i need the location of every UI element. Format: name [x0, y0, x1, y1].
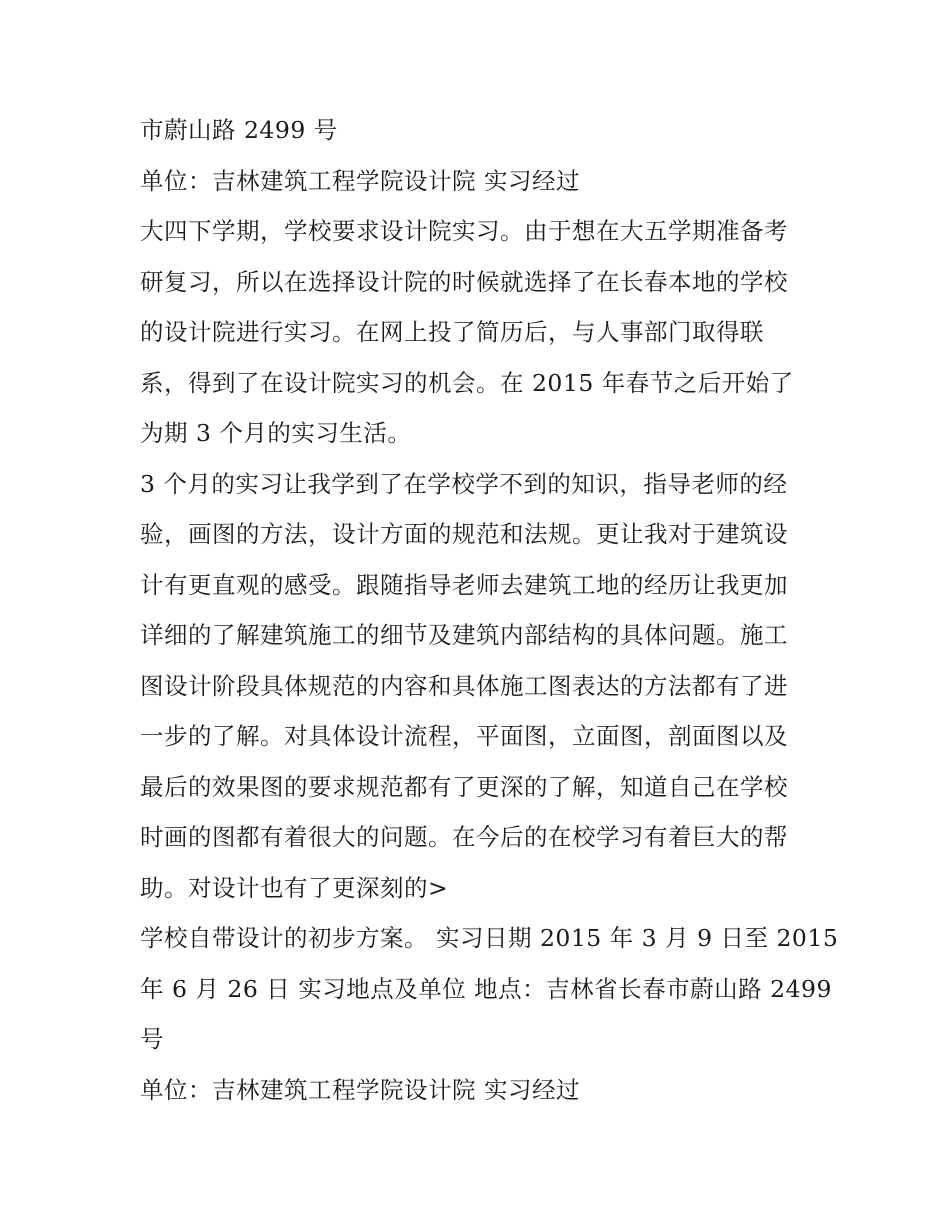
text-line-address-continuation: 市蔚山路 2499 号	[140, 116, 338, 144]
document-page	[140, 105, 839, 1115]
text-line: 验，画图的方法，设计方面的规范和法规。更让我对于建筑设	[140, 520, 788, 548]
text-line: 为期 3 个月的实习生活。	[140, 419, 412, 447]
text-line: 图设计阶段具体规范的内容和具体施工图表达的方法都有了进	[140, 671, 788, 700]
text-line: 时画的图都有着很大的问题。在今后的在校学习有着巨大的帮	[140, 823, 788, 851]
text-line: 3 个月的实习让我学到了在学校学不到的知识，指导老师的经	[140, 469, 788, 498]
text-line-location: 年 6 月 26 日 实习地点及单位 地点：吉林省长春市蔚山路 2499	[140, 974, 832, 1003]
text-line: 的设计院进行实习。在网上投了简历后，与人事部门取得联	[140, 318, 764, 346]
text-line: 大四下学期，学校要求设计院实习。由于想在大五学期准备考	[140, 217, 788, 245]
text-line: 助。对设计也有了更深刻的>	[140, 873, 449, 902]
text-line: 计有更直观的感受。跟随指导老师去建筑工地的经历让我更加	[140, 570, 788, 599]
text-line: 最后的效果图的要求规范都有了更深的了解，知道自己在学校	[140, 772, 788, 801]
text-line-unit: 单位：吉林建筑工程学院设计院 实习经过	[140, 166, 580, 195]
text-line: 一步的了解。对具体设计流程，平面图，立面图，剖面图以及	[140, 722, 788, 750]
text-line-number-suffix: 号	[140, 1025, 164, 1053]
text-line: 系，得到了在设计院实习的机会。在 2015 年春节之后开始了	[140, 368, 794, 397]
text-line-unit: 单位：吉林建筑工程学院设计院 实习经过	[140, 1075, 580, 1104]
text-line: 研复习，所以在选择设计院的时候就选择了在长春本地的学校	[140, 267, 788, 296]
text-line: 详细的了解建筑施工的细节及建筑内部结构的具体问题。施工	[140, 621, 788, 649]
text-line-internship-date: 学校自带设计的初步方案。 实习日期 2015 年 3 月 9 日至 2015	[140, 924, 839, 952]
